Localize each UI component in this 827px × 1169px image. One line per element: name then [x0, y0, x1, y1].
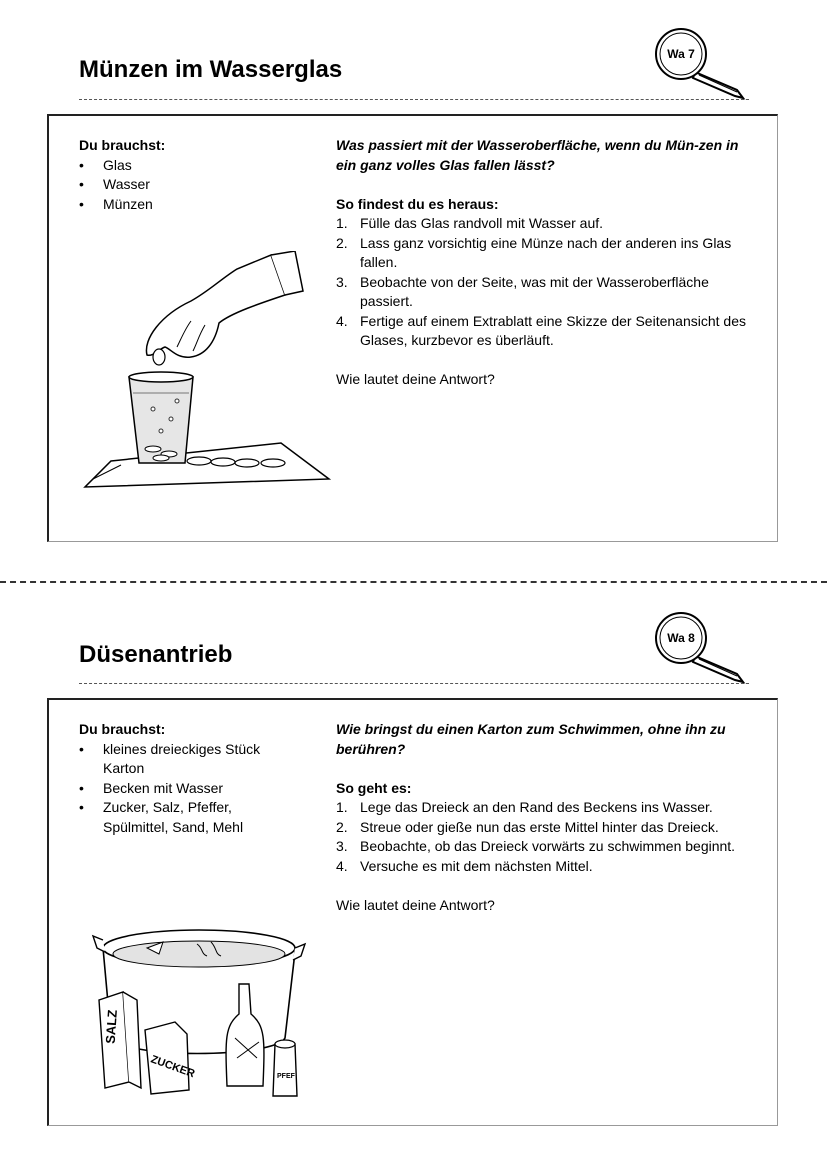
list-item: • Münzen — [79, 195, 309, 215]
list-item: • Wasser — [79, 175, 309, 195]
list-item: • Glas — [79, 156, 309, 176]
list-item: 1. Fülle das Glas randvoll mit Wasser auf. — [336, 215, 604, 231]
sugar-label: ZUCKER — [149, 1053, 197, 1081]
card1-title-rule — [79, 99, 749, 100]
cut-line — [0, 581, 827, 583]
card1-badge — [655, 28, 755, 102]
list-item: • Becken mit Wasser — [79, 779, 279, 799]
list-item: 2. Lass ganz vorsichtig eine Münze nach der anderen ins Glas fallen. — [336, 234, 732, 270]
card2-title: Düsenantrieb — [79, 641, 233, 668]
card2-materials-list — [79, 740, 279, 838]
card1-materials-heading: Du brauchst: — [79, 137, 166, 153]
card1-badge-label: Wa 7 — [667, 47, 695, 61]
card2-badge-label: Wa 8 — [667, 631, 695, 645]
card2-question: Wie bringst du einen Karton zum Schwimmen, ohne ihn zu berühren? — [336, 721, 726, 757]
card2 — [47, 698, 778, 1126]
card2-title-rule — [79, 683, 749, 684]
card1-steps — [336, 214, 761, 351]
card2-steps-heading: So geht es: — [336, 779, 412, 796]
basin-illustration — [89, 918, 329, 1108]
list-item: • Zucker, Salz, Pfeffer, Spülmittel, Sand, Mehl — [79, 798, 279, 837]
list-item: 4. Versuche es mit dem nächsten Mittel. — [336, 857, 593, 874]
card2-instructions — [336, 720, 761, 915]
list-item: • kleines dreieckiges Stück Karton — [79, 740, 279, 779]
pepper-label: PFEF — [277, 1073, 295, 1080]
salt-label: SALZ — [102, 1009, 120, 1045]
list-item: 3. Beobachte, ob das Dreieck vorwärts zu schwimmen beginnt. — [336, 838, 736, 854]
card1-materials-list — [79, 156, 309, 215]
card1-question: Was passiert mit der Wasseroberfläche, wenn du Mün-zen in ein ganz volles Glas fallen lässt? — [336, 137, 739, 173]
card1 — [47, 114, 778, 542]
card1-answer-prompt: Wie lautet deine Antwort? — [336, 371, 495, 387]
card1-instructions — [336, 136, 761, 390]
card2-answer-prompt: Wie lautet deine Antwort? — [336, 896, 495, 913]
card2-materials-heading: Du brauchst: — [79, 721, 166, 737]
card2-steps — [336, 798, 761, 876]
card1-materials — [79, 136, 309, 214]
list-item: 4. Fertige auf einem Extrablatt eine Skizze der Seitenansicht des Glases, kurzbevor es überläuft. — [336, 312, 746, 348]
list-item: 1. Lege das Dreieck an den Rand des Beckens ins Wasser. — [336, 799, 713, 815]
card2-badge — [655, 612, 755, 686]
coin-glass-illustration — [81, 251, 341, 491]
list-item: 3. Beobachte von der Seite, was mit der Wasseroberfläche passiert. — [336, 273, 709, 309]
card1-title: Münzen im Wasserglas — [79, 56, 343, 83]
card2-materials — [79, 720, 309, 837]
list-item: 2. Streue oder gieße nun das erste Mittel hinter das Dreieck. — [336, 818, 719, 835]
card1-steps-heading: So findest du es heraus: — [336, 195, 499, 212]
